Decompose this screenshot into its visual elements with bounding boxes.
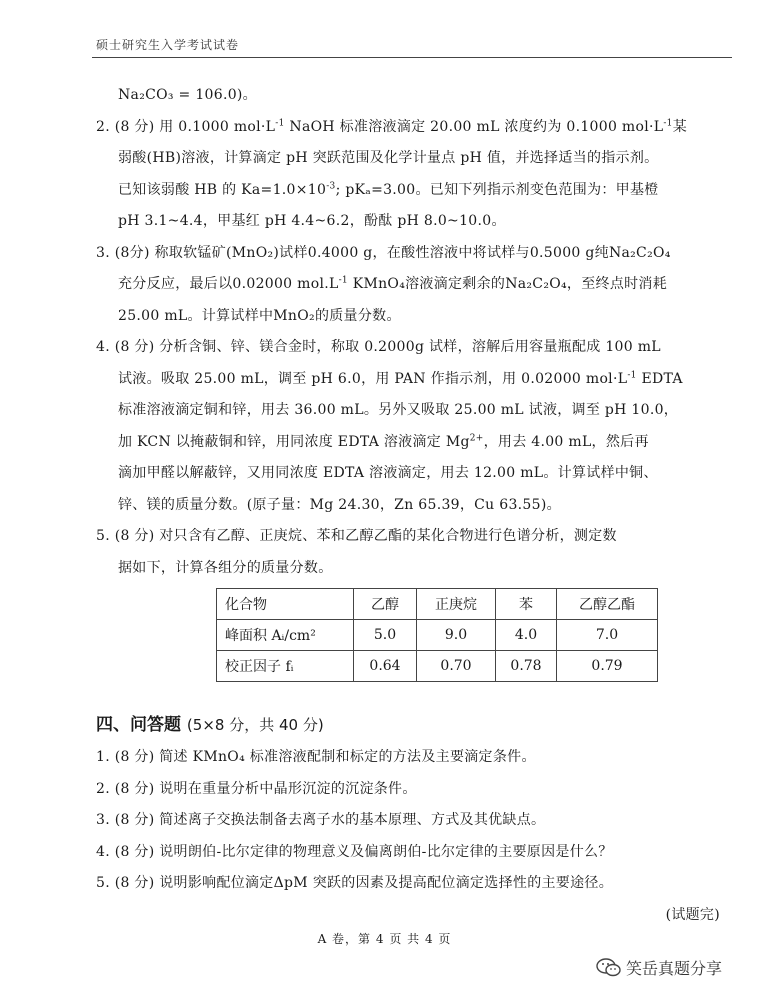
table-cell: 7.0	[557, 620, 658, 651]
table-cell: 苯	[496, 589, 557, 620]
q2-sup2: -1	[663, 117, 673, 128]
table-cell: 校正因子 fᵢ	[217, 651, 354, 682]
section-4-heading: 四、问答题	[96, 715, 181, 735]
table-cell: 0.70	[417, 651, 496, 682]
q4-line5: 滴加甲醛以解蔽锌，又用同浓度 EDTA 溶液滴定，用去 12.00 mL。计算试样中铜、	[118, 465, 658, 481]
q4-l4a: 加 KCN 以掩蔽铜和锌，用同浓度 EDTA 溶液滴定 Mg	[118, 433, 470, 450]
q2-l1c: 某	[672, 118, 688, 135]
section-4-subtitle: (5×8 分，共 40 分)	[186, 716, 324, 734]
q5-line1: 5. (8 分) 对只含有乙醇、正庚烷、苯和乙醇乙酯的某化合物进行色谱分析，测定数	[96, 528, 617, 544]
q4-line1: 4. (8 分) 分析含铜、锌、镁合金时，称取 0.2000g 试样，溶解后用容量瓶配成 100 mL	[96, 339, 661, 355]
q2-sup1: -1	[275, 117, 285, 128]
q3-line3: 25.00 mL。计算试样中MnO₂的质量分数。	[118, 307, 401, 324]
table-cell: 5.0	[354, 620, 417, 651]
q2-line1	[96, 112, 736, 144]
header-divider	[92, 57, 732, 58]
q2-line2: 弱酸(HB)溶液，计算滴定 pH 突跃范围及化学计量点 pH 值，并选择适当的指示剂。	[118, 150, 659, 166]
chromatography-table-wrap	[216, 588, 736, 682]
q3-l2b: KMnO₄溶液滴定剩余的Na₂C₂O₄，至终点时消耗	[347, 276, 668, 292]
q2-l3sup: -3	[326, 180, 336, 191]
q4-line2	[96, 364, 736, 396]
table-cell: 化合物	[217, 589, 354, 620]
s4-item-2: 2. (8 分) 说明在重量分析中晶形沉淀的沉淀条件。	[96, 780, 417, 797]
q3-line2	[96, 269, 736, 301]
table-row	[217, 620, 658, 651]
q4-l2b: EDTA	[636, 370, 683, 387]
table-cell: 正庚烷	[417, 589, 496, 620]
s4-item-5: 5. (8 分) 说明影响配位滴定ΔpM 突跃的因素及提高配位滴定选择性的主要途径。	[96, 875, 613, 891]
q4-l4sup: 2+	[469, 432, 484, 443]
q4-line6: 锌、镁的质量分数。(原子量：Mg 24.30，Zn 65.39，Cu 63.55)。	[118, 496, 561, 513]
table-cell: 峰面积 Aᵢ/cm²	[217, 620, 354, 651]
q2-l1b: NaOH 标准溶液滴定 20.00 mL 浓度约为 0.1000 mol·L	[284, 118, 664, 135]
q3-l2a: 充分反应，最后以0.02000 mol.L	[118, 276, 339, 292]
page-header: 硕士研究生入学考试试卷	[96, 38, 240, 52]
watermark	[596, 956, 722, 979]
q3-l2sup: -1	[338, 275, 348, 286]
table-cell: 乙醇乙酯	[557, 589, 658, 620]
q5-line2: 据如下，计算各组分的质量分数。	[118, 559, 333, 576]
q4-line3: 标准溶液滴定铜和锌，用去 36.00 mL。另外又吸取 25.00 mL 试液，调至 pH 10.0，	[118, 402, 679, 418]
q2-l1a: 2. (8 分) 用 0.1000 mol·L	[96, 118, 276, 135]
q2-l3b: ; pKₐ=3.00。已知下列指示剂变色范围为：甲基橙	[335, 181, 659, 198]
watermark-text: 笑岳真题分享	[626, 959, 723, 978]
table-cell: 4.0	[496, 620, 557, 651]
s4-item-4: 4. (8 分) 说明朗伯-比尔定律的物理意义及偏离朗伯-比尔定律的主要原因是什么？	[96, 843, 613, 860]
table-row	[217, 589, 658, 620]
s4-item-3: 3. (8 分) 简述离子交换法制备去离子水的基本原理、方式及其优缺点。	[96, 812, 546, 828]
q2-l3a: 已知该弱酸 HB 的 Ka=1.0×10	[118, 181, 327, 198]
q3-line1: 3. (8分) 称取软锰矿(MnO₂)试样0.4000 g，在酸性溶液中将试样与0.5000 g纯Na₂C₂O₄	[96, 244, 671, 261]
q4-l4b: ，用去 4.00 mL，然后再	[483, 433, 649, 450]
q4-l2sup: -1	[627, 369, 637, 380]
wechat-icon	[596, 958, 622, 978]
table-cell: 0.78	[496, 651, 557, 682]
table-cell: 0.64	[354, 651, 417, 682]
section-4-title	[96, 708, 736, 742]
q2-line4: pH 3.1~4.4，甲基红 pH 4.4~6.2，酚酞 pH 8.0~10.0。	[118, 213, 506, 229]
q4-l2a: 试液。吸取 25.00 mL，调至 pH 6.0，用 PAN 作指示剂，用 0.02000 mol·L	[118, 370, 628, 387]
page-footer: A 卷，第 4 页 共 4 页	[317, 932, 452, 946]
exam-end-note: (试题完)	[665, 906, 720, 923]
table-cell: 9.0	[417, 620, 496, 651]
q4-line4	[96, 427, 736, 459]
chromatography-table	[216, 588, 658, 682]
s4-item-1: 1. (8 分) 简述 KMnO₄ 标准溶液配制和标定的方法及主要滴定条件。	[96, 749, 536, 765]
table-cell: 0.79	[557, 651, 658, 682]
table-cell: 乙醇	[354, 589, 417, 620]
q2-line3	[96, 175, 736, 207]
exam-content	[96, 80, 736, 931]
q1-tail: Na₂CO₃ = 106.0)。	[118, 87, 257, 103]
table-row	[217, 651, 658, 682]
